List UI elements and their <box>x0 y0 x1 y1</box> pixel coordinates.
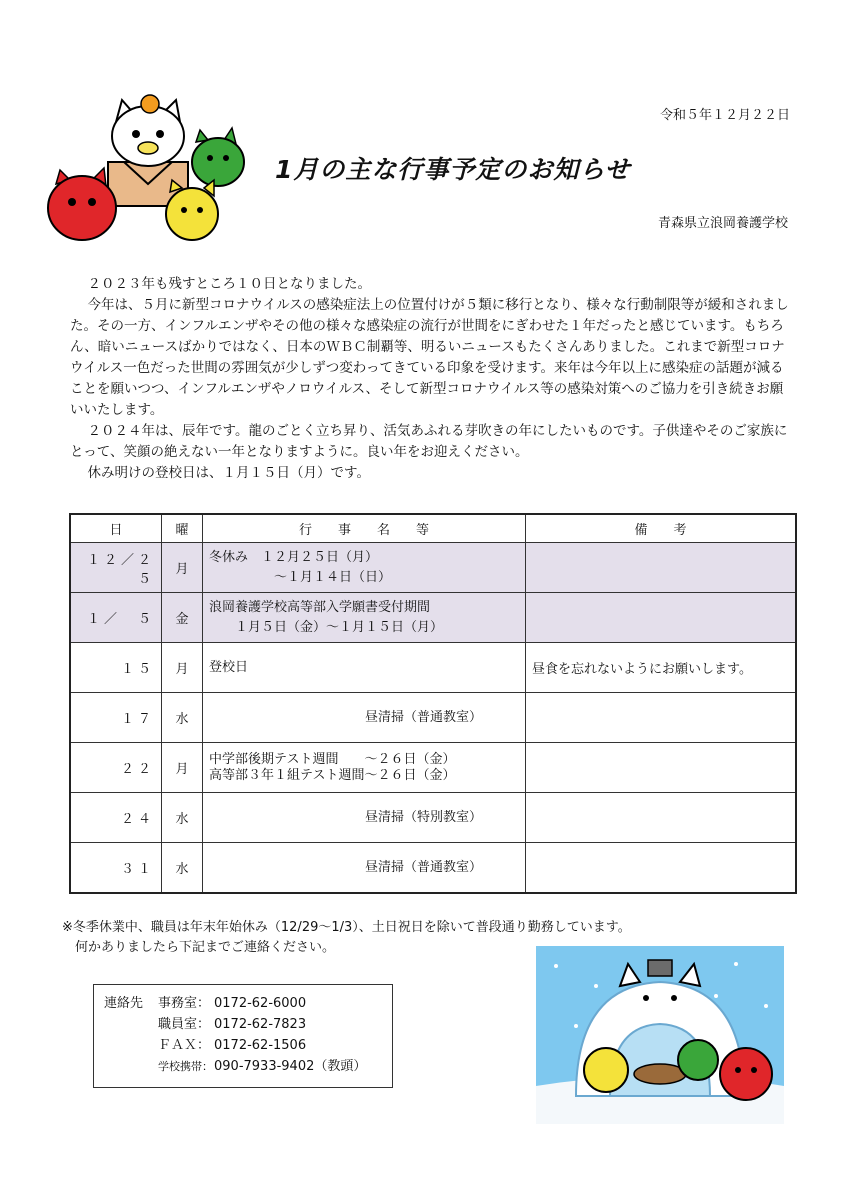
contact-phone: 0172-62-6000 <box>214 996 307 1011</box>
contact-row <box>104 1014 382 1035</box>
table-row <box>70 643 796 693</box>
cell-note <box>526 693 797 743</box>
cell-weekday: 月 <box>162 543 203 593</box>
cell-weekday: 水 <box>162 693 203 743</box>
cell-day: １７ <box>70 693 162 743</box>
cell-note <box>526 743 797 793</box>
cell-event <box>203 693 526 743</box>
yellow-cat-mascot <box>166 180 218 240</box>
header-day: 日 <box>70 514 162 543</box>
cell-weekday: 金 <box>162 593 203 643</box>
event-line: ～１月１４日（日） <box>209 569 392 585</box>
white-cat-mascot <box>112 95 184 166</box>
table-row <box>70 593 796 643</box>
cell-weekday: 月 <box>162 743 203 793</box>
cell-event <box>203 843 526 894</box>
notice-line: 何かありましたら下記までご連絡ください。 <box>62 940 336 955</box>
contact-label: 連絡先 <box>104 996 144 1011</box>
event-line: 昼清掃（普通教室） <box>209 859 483 875</box>
cell-note <box>526 593 797 643</box>
contact-name: 事務室： <box>158 996 211 1011</box>
cell-note: 昼食を忘れないようにお願いします。 <box>526 643 797 693</box>
cell-day: ３１ <box>70 843 162 894</box>
paragraph: 休み明けの登校日は、１月１５日（月）です。 <box>87 465 370 481</box>
header-note: 備 考 <box>526 514 797 543</box>
contact-fax: 0172-62-1506 <box>214 1038 307 1053</box>
cell-day: ２２ <box>70 743 162 793</box>
contact-row <box>104 1035 382 1056</box>
contact-box <box>93 984 393 1088</box>
cell-weekday: 水 <box>162 793 203 843</box>
event-line: 登校日 <box>209 659 249 675</box>
table-row <box>70 743 796 793</box>
cell-event <box>203 543 526 593</box>
cell-note <box>526 793 797 843</box>
green-cat-mascot <box>192 128 244 186</box>
contact-row <box>104 1056 382 1077</box>
contact-name: ＦＡＸ： <box>158 1038 211 1053</box>
cell-day: １２／２５ <box>70 543 162 593</box>
contact-name: 職員室： <box>158 1017 211 1032</box>
header-event: 行 事 名 等 <box>203 514 526 543</box>
cell-day: ２４ <box>70 793 162 843</box>
event-line: 昼清掃（普通教室） <box>209 709 483 725</box>
issue-date: 令和５年１２月２２日 <box>659 108 790 123</box>
table-row <box>70 843 796 894</box>
school-name: 青森県立浪岡養護学校 <box>657 216 788 231</box>
header-weekday: 曜 <box>162 514 203 543</box>
event-line: 昼清掃（特別教室） <box>209 809 483 825</box>
cell-note <box>526 543 797 593</box>
paragraph: ２０２３年も残すところ１０日となりました。 <box>87 276 372 292</box>
cell-weekday: 水 <box>162 843 203 894</box>
cell-day: １／ ５ <box>70 593 162 643</box>
contact-mobile: 090-7933-9402（教頭） <box>214 1059 367 1074</box>
contact-name: 学校携帯： <box>158 1060 213 1073</box>
mascot-illustration <box>38 92 250 244</box>
cell-event <box>203 793 526 843</box>
table-header-row <box>70 514 796 543</box>
events-table <box>69 513 797 894</box>
table-row <box>70 543 796 593</box>
page-title: 1月の主な行事予定のお知らせ <box>275 155 631 184</box>
greeting-text <box>70 274 792 484</box>
cell-event <box>203 643 526 693</box>
cell-note <box>526 843 797 894</box>
event-line: 中学部後期テスト週間 ～２６日（金） <box>209 751 456 767</box>
event-line: 高等部３年１組テスト週間～２６日（金） <box>209 767 456 783</box>
event-line: 冬休み １２月２５日（月） <box>209 549 379 565</box>
event-line: １月５日（金）～１月１５日（月） <box>209 619 444 635</box>
contact-row <box>104 993 382 1014</box>
cell-event <box>203 743 526 793</box>
paragraph: 今年は、５月に新型コロナウイルスの感染症法上の位置付けが５類に移行となり、様々な行動制限等が緩和されました。その一方、インフルエンザやその他の様々な感染症の流行が世間をにぎわせた１年だったと感じています。もちろん、暗いニュースばかりではなく、日本のＷＢＣ制覇等、明るいニュースもたくさんありました。これまで新型コロナウイルス一色だった世間の雰囲気が少しずつ変わってきている印象を受けます。来年は今年以上に感染症の話題が減ることを願いつつ、インフルエンザやノロウイルス、そして新型コロナウイルス等の感染対策へのご協力を引き続きお願いいたします。 <box>70 297 789 418</box>
paragraph: ２０２４年は、辰年です。龍のごとく立ち昇り、活気あふれる芽吹きの年にしたいものです。子供達やそのご家族にとって、笑顔の絶えない一年となりますように。良い年をお迎えください。 <box>70 423 788 460</box>
notice-line: ※冬季休業中、職員は年末年始休み（12/29～1/3）、土日祝日を除いて普段通り勤務しています。 <box>62 920 631 935</box>
cell-day: １５ <box>70 643 162 693</box>
contact-phone: 0172-62-7823 <box>214 1017 307 1032</box>
table-row <box>70 693 796 743</box>
red-cat-mascot <box>48 168 116 240</box>
table-row <box>70 793 796 843</box>
winter-kamakura-illustration <box>536 946 784 1124</box>
cell-weekday: 月 <box>162 643 203 693</box>
event-line: 浪岡養護学校高等部入学願書受付期間 <box>209 599 431 615</box>
cell-event <box>203 593 526 643</box>
